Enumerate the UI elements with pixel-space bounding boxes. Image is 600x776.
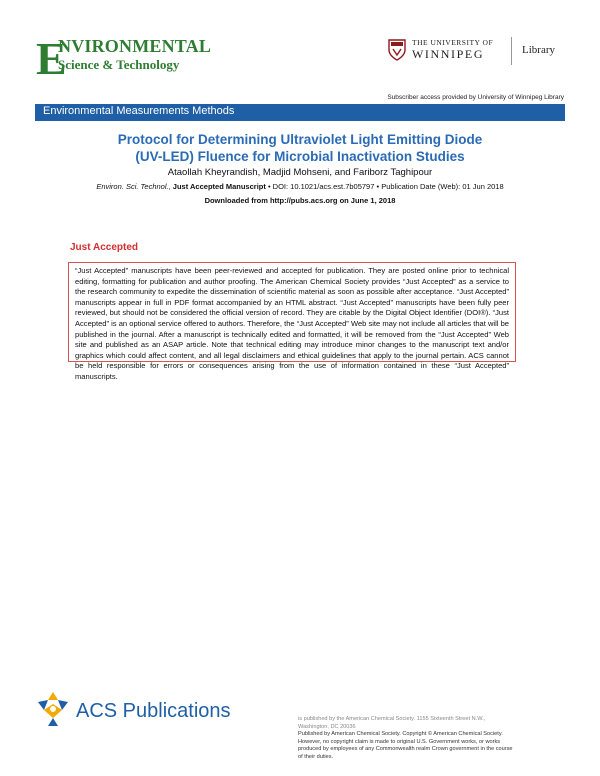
library-label: Library: [522, 44, 555, 56]
journal-logo-line1: NVIRONMENTAL: [58, 36, 212, 56]
citation-sep-3: •: [374, 182, 382, 191]
university-the: THE UNIVERSITY OF: [412, 38, 494, 47]
footer-line2: Washington, DC 20036: [298, 723, 356, 730]
journal-abbreviation: Environ. Sci. Technol.: [96, 182, 169, 191]
manuscript-status: Just Accepted Manuscript: [172, 182, 266, 191]
footer-line5: produced by employees of any Commonwealth realm Crown government in the course: [298, 746, 513, 753]
journal-logo-line2: Science & Technology: [58, 57, 180, 72]
footer-line3: Published by American Chemical Society. Copyright © American Chemical Society.: [298, 731, 503, 738]
acs-publications-brand: ACS Publications: [76, 700, 231, 722]
citation-sep-2: •: [265, 182, 273, 191]
university-crest-icon: [387, 38, 407, 62]
acs-publications-logo-icon: [36, 690, 70, 728]
section-banner: [35, 104, 565, 121]
footer-line1: is published by the American Chemical Society. 1155 Sixteenth Street N.W.,: [298, 716, 486, 722]
publication-date: Publication Date (Web): 01 Jun 2018: [381, 182, 504, 191]
journal-logo: [36, 33, 212, 86]
article-title-line1: Protocol for Determining Ultraviolet Light Emitting Diode: [117, 132, 483, 147]
download-note: Downloaded from http://pubs.acs.org on June 1, 2018: [204, 196, 396, 205]
just-accepted-heading: Just Accepted: [70, 242, 138, 253]
logo-divider: [511, 37, 512, 65]
copyright-footer: [298, 716, 560, 762]
journal-logo-initial: E: [36, 33, 67, 84]
footer-line4: However, no copyright claim is made to original U.S. Government works, or works: [298, 738, 501, 745]
article-authors: Ataollah Kheyrandish, Madjid Mohseni, and Fariborz Taghipour: [167, 167, 433, 178]
article-title-line2: (UV-LED) Fluence for Microbial Inactivation Studies: [135, 149, 465, 164]
just-accepted-body: “Just Accepted” manuscripts have been peer-reviewed and accepted for publication. They are posted online prior to technical editing, formatting for publication and author proofing. The American Chemical Society provides “Just Accepted” as a service to the research community to expedite the dissemination of scientific material as soon as possible after acceptance. “Just Accepted” manuscripts appear in full in PDF format accompanied by an HTML abstract. “Just Accepted” manuscripts have been fully peer reviewed, but should not be considered the official version of record. They are citable by the Digital Object Identifier (DOI®). “Just Accepted” is an optional service offered to authors. Therefore, the “Just Accepted” Web site may not include all articles that will be published in the journal. After a manuscript is technically edited and formatted, it will be removed from the “Just Accepted” Web site and published as an ASAP article. Note that technical editing may introduce minor changes to the manuscript text and/or graphics which could affect content, and all legal disclaimers and ethical guidelines that apply to the journal pertain. ACS cannot be held responsible for errors or consequences arising from the use of information contained in these “Just Accepted” manuscripts.: [75, 266, 509, 381]
footer-line6: of their duties.: [298, 753, 334, 760]
citation-sep-1: ,: [168, 182, 173, 191]
just-accepted-notice: [68, 262, 516, 381]
university-name: WINNIPEG: [412, 47, 485, 61]
article-doi[interactable]: DOI: 10.1021/acs.est.7b05797: [272, 182, 375, 191]
section-title: Environmental Measurements Methods: [43, 105, 235, 117]
subscriber-access-note: Subscriber access provided by University of Winnipeg Library: [387, 94, 564, 101]
article-title: [40, 131, 560, 165]
article-citation: [40, 182, 560, 191]
